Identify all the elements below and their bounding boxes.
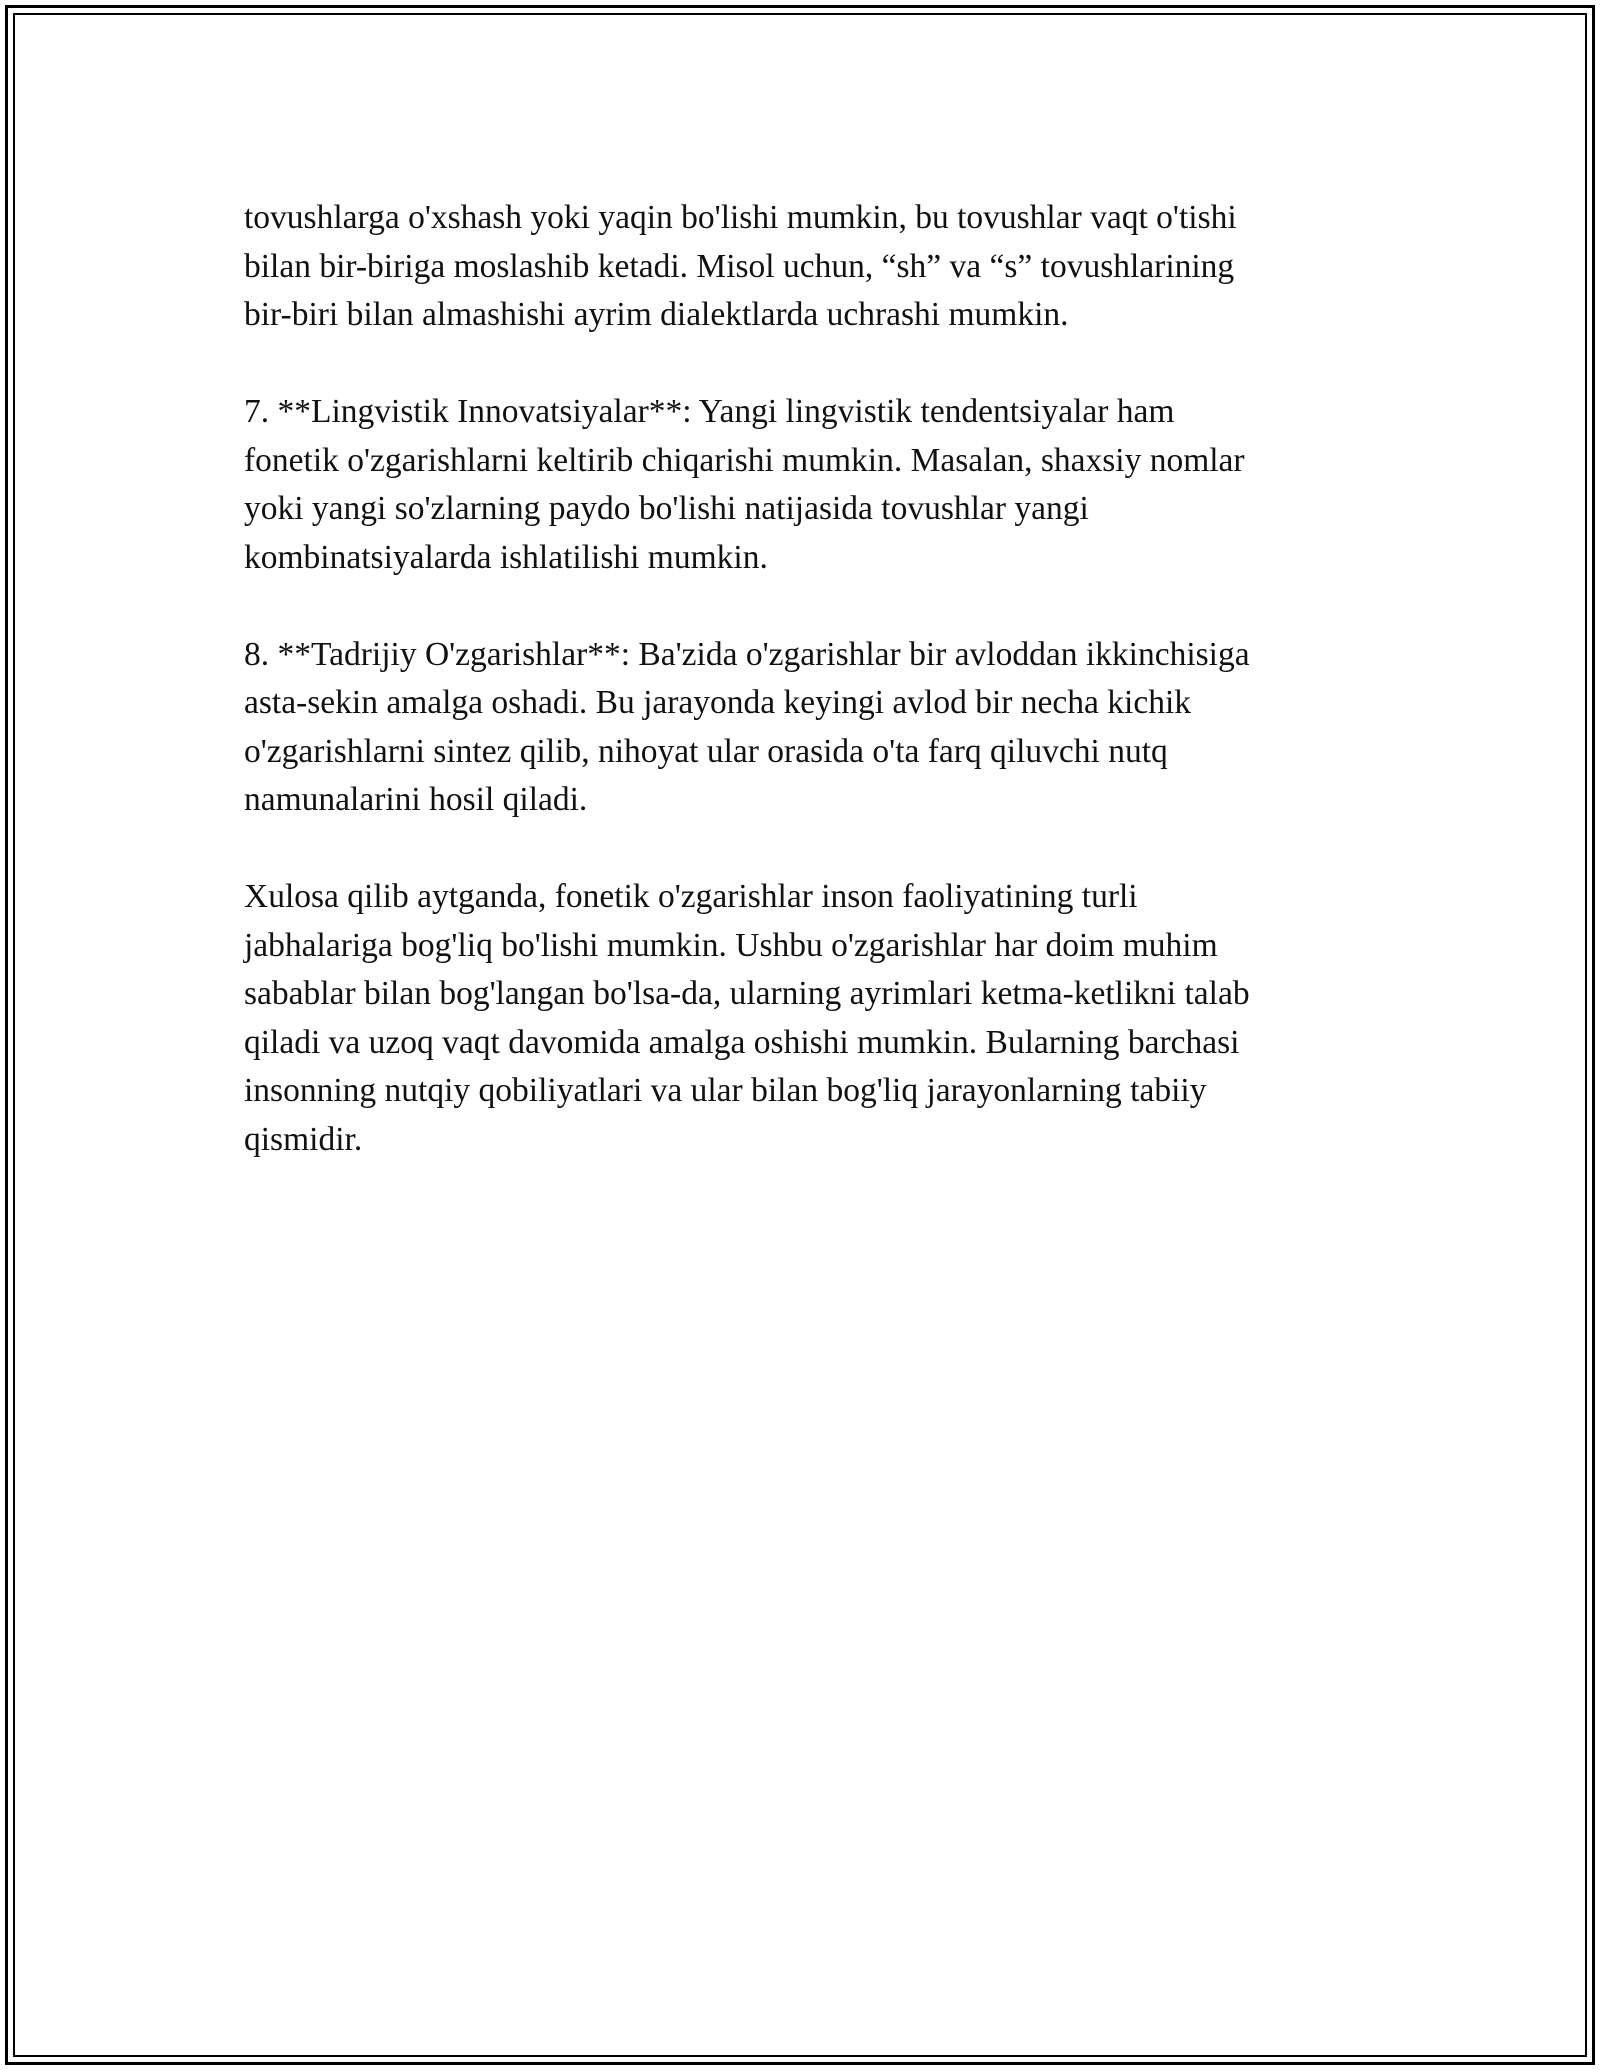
text-line: namunalarini hosil qiladi.	[244, 781, 588, 818]
page-frame	[5, 5, 1595, 2065]
paragraph-conclusion	[244, 873, 1364, 1164]
text-line: kombinatsiyalarda ishlatilishi mumkin.	[244, 538, 768, 576]
text-line: bir-biri bilan almashishi ayrim dialektlarda uchrashi mumkin.	[244, 296, 1069, 333]
paragraph-item-8	[244, 631, 1364, 825]
text-line: o'zgarishlarni sintez qilib, nihoyat ular orasida o'ta farq qiluvchi nutq	[244, 732, 1168, 770]
text-line: fonetik o'zgarishlarni keltirib chiqarishi mumkin. Masalan, shaxsiy nomlar	[244, 441, 1245, 479]
paragraph-intro-continuation	[244, 194, 1364, 340]
text-line: 8. **Tadrijiy O'zgarishlar**: Ba'zida o'zgarishlar bir avloddan ikkinchisiga	[244, 635, 1250, 673]
text-line: yoki yangi so'zlarning paydo bo'lishi natijasida tovushlar yangi	[244, 490, 1089, 527]
text-line: asta-sekin amalga oshadi. Bu jarayonda keyingi avlod bir necha kichik	[244, 684, 1192, 721]
text-line: qiladi va uzoq vaqt davomida amalga oshishi mumkin. Bularning barchasi	[244, 1023, 1240, 1061]
text-line: insonning nutqiy qobiliyatlari va ular bilan bog'liq jarayonlarning tabiiy	[244, 1072, 1207, 1109]
text-line: qismidir.	[244, 1120, 363, 1158]
text-line: jabhalariga bog'liq bo'lishi mumkin. Ushbu o'zgarishlar har doim muhim	[244, 926, 1218, 964]
paragraph-item-7	[244, 388, 1364, 582]
document-body	[244, 194, 1364, 1213]
text-line: tovushlarga o'xshash yoki yaqin bo'lishi mumkin, bu tovushlar vaqt o'tishi	[244, 199, 1237, 236]
text-line: sabablar bilan bog'langan bo'lsa-da, ularning ayrimlari ketma-ketlikni talab	[244, 975, 1250, 1012]
text-line: 7. **Lingvistik Innovatsiyalar**: Yangi lingvistik tendentsiyalar ham	[244, 393, 1175, 430]
text-line: Xulosa qilib aytganda, fonetik o'zgarishlar inson faoliyatining turli	[244, 878, 1138, 915]
text-line: bilan bir-biriga moslashib ketadi. Misol uchun, “sh” va “s” tovushlarining	[244, 247, 1235, 285]
